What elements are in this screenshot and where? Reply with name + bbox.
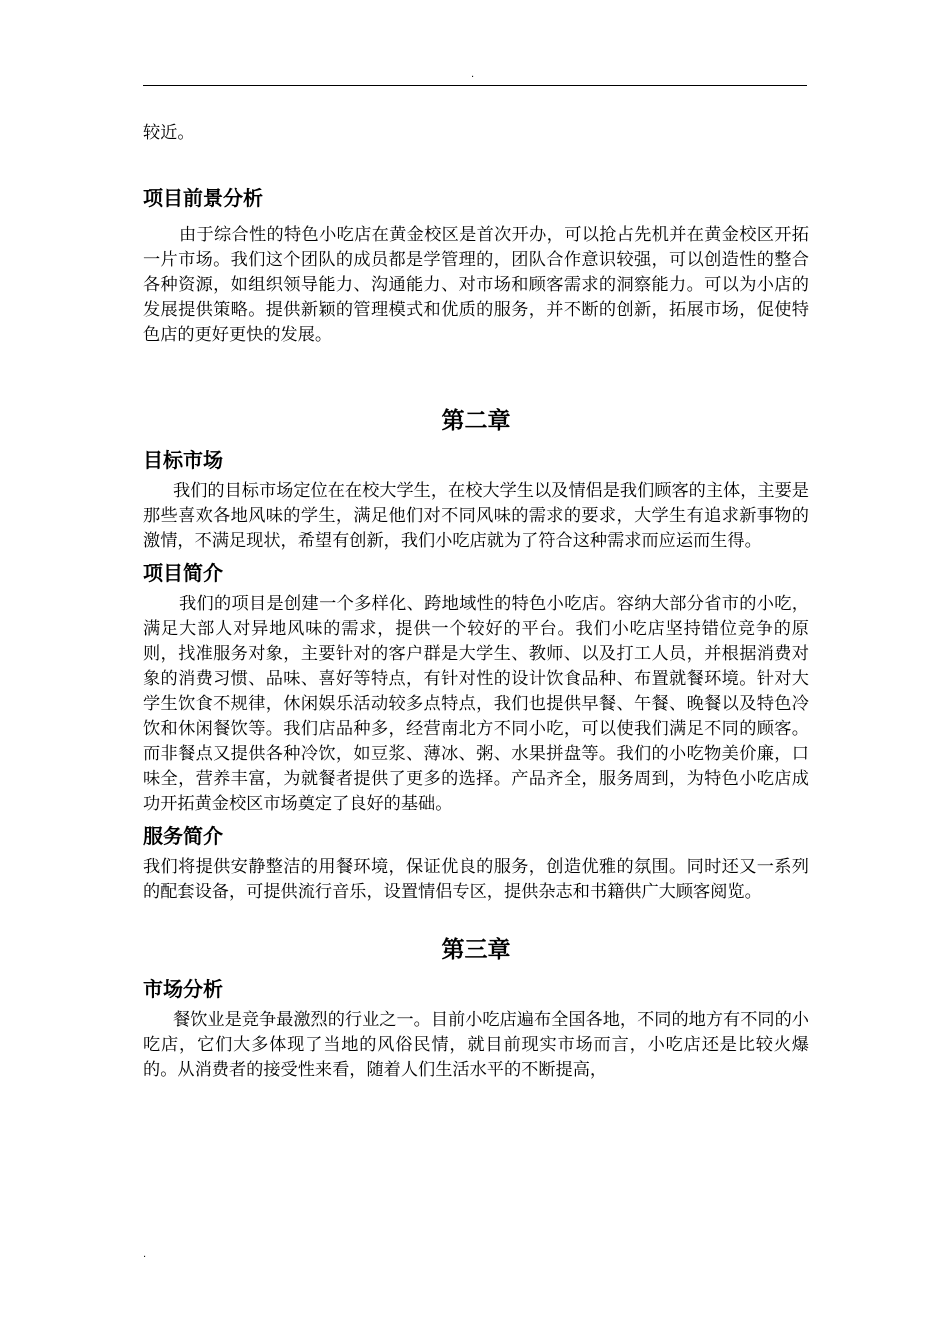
- section-heading-market-analysis: 市场分析: [143, 977, 223, 1001]
- header-rule: [143, 85, 807, 86]
- header-mark: .: [471, 69, 475, 80]
- section-heading-project-intro: 项目简介: [143, 561, 223, 585]
- paragraph-project-prospect: 由于综合性的特色小吃店在黄金校区是首次开办，可以抢占先机并在黄金校区开拓一片市场。我们这个团队的成员都是学管理的，团队合作意识较强，可以创造性的整合各种资源，如组织领导能力、沟通能力、对市场和顾客需求的洞察能力。可以为小店的发展提供策略。提供新颖的管理模式和优质的服务，并不断的创新，拓展市场，促使特色店的更好更快的发展。: [143, 225, 809, 345]
- paragraph-market-analysis: 餐饮业是竞争最激烈的行业之一。目前小吃店遍布全国各地，不同的地方有不同的小吃店，它们大多体现了当地的风俗民情，就目前现实市场而言，小吃店还是比较火爆的。从消费者的接受性来看，随着人们生活水平的不断提高，: [143, 1010, 809, 1080]
- document-body: [143, 121, 809, 1083]
- paragraph-target-market: 我们的目标市场定位在在校大学生，在校大学生以及情侣是我们顾客的主体，主要是那些喜欢各地风味的学生，满足他们对不同风味的需求的要求，大学生有追求新事物的激情，不满足现状，希望有创新，我们小吃店就为了符合这种需求而应运而生得。: [143, 481, 809, 551]
- section-heading-service-intro: 服务简介: [143, 824, 223, 848]
- paragraph-project-intro: 我们的项目是创建一个多样化、跨地域性的特色小吃店。容纳大部分省市的小吃，满足大部人对异地风味的需求，提供一个较好的平台。我们小吃店坚持错位竞争的原则，找准服务对象，主要针对的客户群是大学生、教师、以及打工人员，并根据消费对象的消费习惯、品味、喜好等特点，有针对性的设计饮食品种、布置就餐环境。针对大学生饮食不规律，休闲娱乐活动较多点特点，我们也提供早餐、午餐、晚餐以及特色冷饮和休闲餐饮等。我们店品种多，经营南北方不同小吃，可以使我们满足不同的顾客。而非餐点又提供各种冷饮，如豆浆、薄冰、粥、水果拼盘等。我们的小吃物美价廉，口味全，营养丰富，为就餐者提供了更多的选择。产品齐全，服务周到，为特色小吃店成功开拓黄金校区市场奠定了良好的基础。: [143, 594, 809, 814]
- chapter-two-title: 第二章: [441, 408, 511, 434]
- paragraph-service-intro: 我们将提供安静整洁的用餐环境，保证优良的服务，创造优雅的氛围。同时还又一系列的配套设备，可提供流行音乐，设置情侣专区，提供杂志和书籍供广大顾客阅览。: [143, 857, 809, 902]
- footer-mark: .: [143, 1249, 147, 1260]
- chapter-three-title: 第三章: [441, 937, 511, 963]
- section-heading-project-prospect: 项目前景分析: [143, 186, 263, 210]
- paragraph-continuation: 较近。: [143, 123, 195, 143]
- section-heading-target-market: 目标市场: [143, 448, 223, 472]
